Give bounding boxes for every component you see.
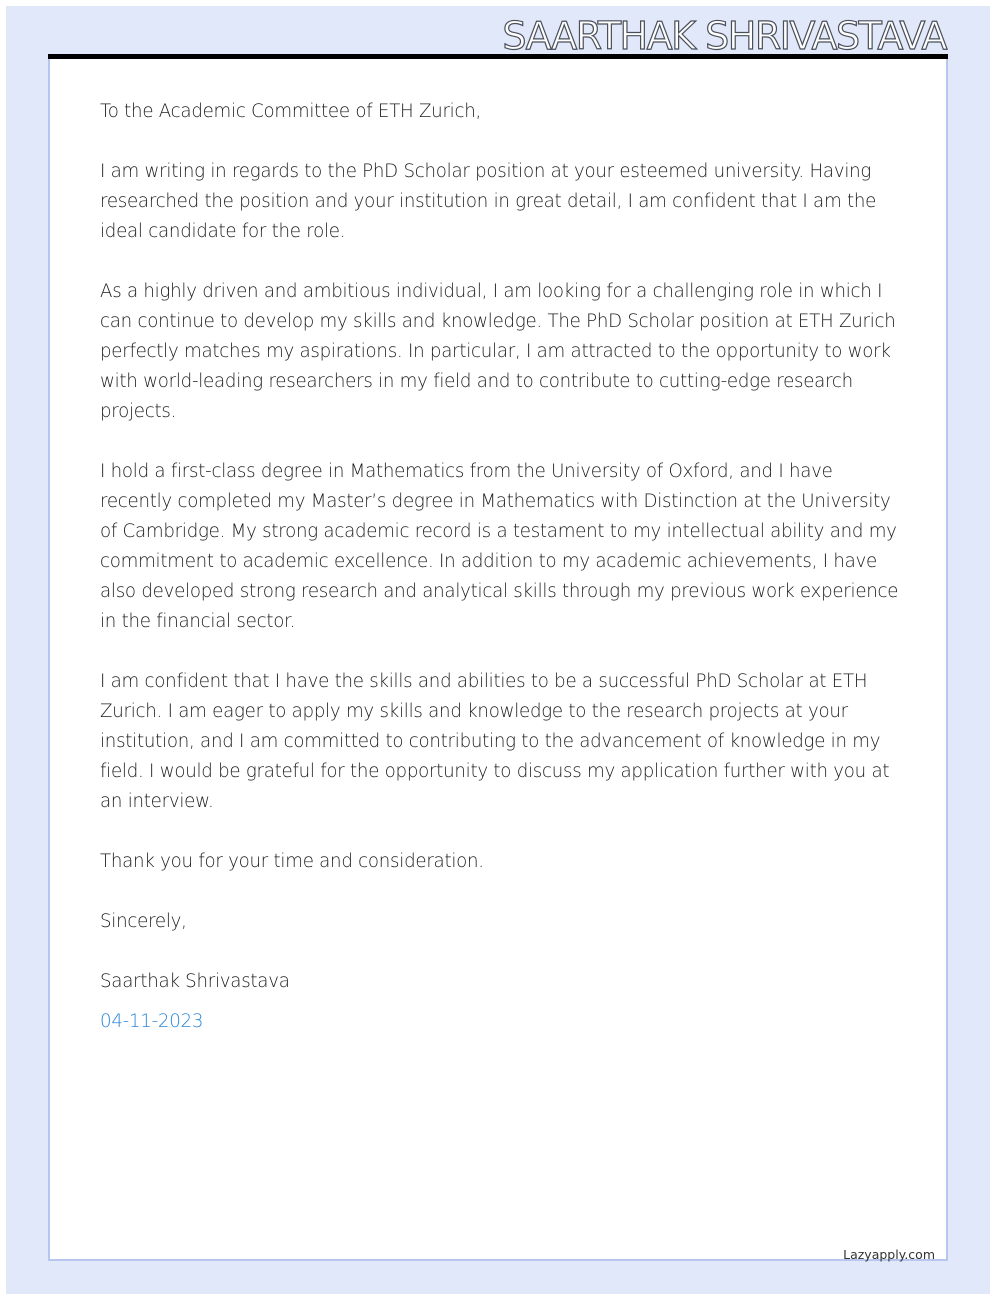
salutation: To the Academic Committee of ETH Zurich, xyxy=(100,101,482,122)
footer-brand-link[interactable]: Lazyapply.com xyxy=(843,1247,935,1262)
paragraph-conclusion: I am confident that I have the skills and abilities to be a successful PhD Scholar at ETH Zurich. I am eager to apply my skills and knowledge to the research projects at your institution, and I am committed to contributing to the advancement of knowledge in my field. I would be grateful for the opportunity to discuss my application further with you at an interview. xyxy=(100,671,890,812)
cover-letter-body xyxy=(100,97,900,1037)
applicant-name-heading: SAARTHAK SHRIVASTAVA xyxy=(502,14,946,58)
signature: Saarthak Shrivastava xyxy=(100,971,290,992)
paragraph-thanks: Thank you for your time and consideration. xyxy=(100,851,484,872)
paragraph-qualifications: I hold a first-class degree in Mathematics from the University of Oxford, and I have recently completed my Master’s degree in Mathematics with Distinction at the University of Cambridge. My strong academic record is a testament to my intellectual ability and my commitment to academic excellence. In addition to my academic achievements, I have also developed strong research and analytical skills through my previous work experience in the financial sector. xyxy=(100,461,899,632)
letter-date: 04-11-2023 xyxy=(100,1011,204,1032)
closing: Sincerely, xyxy=(100,911,187,932)
paragraph-introduction: I am writing in regards to the PhD Scholar position at your esteemed university. Having researched the position and your institution in great detail, I am confident that I am the ideal candidate for the role. xyxy=(100,161,877,242)
paragraph-motivation: As a highly driven and ambitious individual, I am looking for a challenging role in which I can continue to develop my skills and knowledge. The PhD Scholar position at ETH Zurich perfectly matches my aspirations. In particular, I am attracted to the opportunity to work with world-leading researchers in my field and to contribute to cutting-edge research projects. xyxy=(100,281,896,422)
